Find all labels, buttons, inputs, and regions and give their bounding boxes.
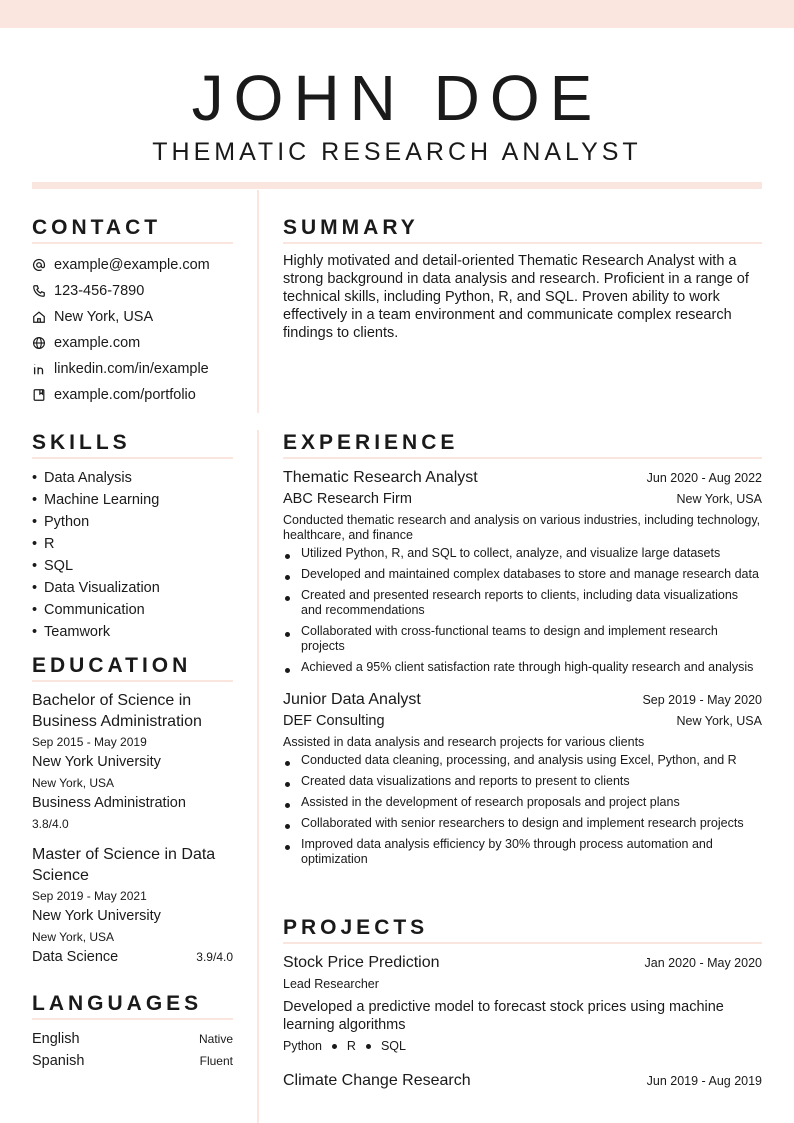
- education-location: New York, USA: [32, 930, 115, 944]
- project-entry: [283, 952, 762, 1056]
- job-bullets: [283, 753, 762, 867]
- list-item: Developed and maintained complex databases to store and manage research data: [283, 567, 762, 582]
- list-item: Utilized Python, R, and SQL to collect, analyze, and visualize large datasets: [283, 546, 762, 561]
- education-degree: Master of Science in Data Science: [32, 846, 216, 884]
- phone-icon: [32, 284, 46, 298]
- job-description: Conducted thematic research and analysis on various industries, including technology, healthcare, and finance: [283, 513, 761, 542]
- education-field: Business Administration: [32, 795, 186, 811]
- contact-website-text: example.com: [54, 335, 141, 351]
- project-dates: Jun 2019 - Aug 2019: [646, 1074, 762, 1088]
- header-divider: [32, 182, 762, 189]
- education-entry: [32, 844, 233, 968]
- contact-linkedin[interactable]: [32, 356, 233, 382]
- skills-section: [32, 431, 233, 643]
- education-school: New York University: [32, 754, 161, 770]
- education-field: Data Science: [32, 949, 119, 965]
- contact-portfolio-text: example.com/portfolio: [54, 387, 196, 403]
- summary-section: [283, 216, 762, 342]
- tag-separator: [332, 1044, 337, 1049]
- column-divider-top: [257, 190, 259, 413]
- job-dates: Sep 2019 - May 2020: [642, 693, 762, 707]
- portfolio-icon: [32, 388, 46, 402]
- contact-email[interactable]: [32, 252, 233, 278]
- project-entry: [283, 1070, 762, 1092]
- education-section: [32, 654, 233, 978]
- linkedin-icon: [32, 362, 46, 376]
- language-item: [32, 1028, 233, 1050]
- summary-heading: SUMMARY: [283, 216, 762, 244]
- job-location: New York, USA: [676, 492, 762, 506]
- skill-item: • Communication: [32, 602, 145, 618]
- experience-entry: [283, 467, 762, 675]
- list-item: Collaborated with cross-functional teams to design and implement research projects: [283, 624, 762, 654]
- list-item: Conducted data cleaning, processing, and analysis using Excel, Python, and R: [283, 753, 762, 768]
- candidate-role: THEMATIC RESEARCH ANALYST: [152, 138, 642, 166]
- contact-portfolio[interactable]: [32, 382, 233, 408]
- candidate-name: JOHN DOE: [191, 62, 603, 134]
- skill-item: • Machine Learning: [32, 492, 160, 508]
- globe-icon: [32, 336, 46, 350]
- projects-heading: PROJECTS: [283, 916, 762, 944]
- project-role: Lead Researcher: [283, 977, 379, 991]
- contact-email-text: example@example.com: [54, 257, 210, 273]
- experience-section: [283, 431, 762, 881]
- project-dates: Jan 2020 - May 2020: [644, 956, 762, 970]
- contact-location-text: New York, USA: [54, 309, 154, 325]
- project-title: Climate Change Research: [283, 1072, 471, 1089]
- home-icon: [32, 310, 46, 324]
- skill-item: • Data Analysis: [32, 470, 132, 486]
- job-title: Junior Data Analyst: [283, 691, 421, 708]
- education-dates: Sep 2019 - May 2021: [32, 889, 147, 903]
- education-school: New York University: [32, 908, 161, 924]
- language-name: Spanish: [32, 1053, 85, 1069]
- education-gpa: 3.8/4.0: [32, 817, 69, 831]
- contact-location: [32, 304, 233, 330]
- top-accent-band: [0, 0, 794, 28]
- project-title: Stock Price Prediction: [283, 954, 440, 971]
- list-item: Created data visualizations and reports to present to clients: [283, 774, 762, 789]
- contact-phone[interactable]: [32, 278, 233, 304]
- contact-linkedin-text: linkedin.com/in/example: [54, 361, 209, 377]
- job-bullets: [283, 546, 762, 675]
- list-item: Achieved a 95% client satisfaction rate through high-quality research and analysis: [283, 660, 762, 675]
- column-divider-bottom: [257, 430, 259, 1123]
- contact-phone-text: 123-456-7890: [54, 283, 145, 299]
- skill-item: • Python: [32, 514, 90, 530]
- experience-entry: [283, 689, 762, 867]
- project-tags: [283, 1036, 762, 1056]
- job-location: New York, USA: [676, 714, 762, 728]
- projects-section: [283, 916, 762, 1106]
- contact-heading: CONTACT: [32, 216, 233, 244]
- skill-item: • SQL: [32, 558, 74, 574]
- job-description: Assisted in data analysis and research projects for various clients: [283, 735, 645, 749]
- language-name: English: [32, 1031, 80, 1047]
- languages-section: [32, 992, 233, 1072]
- languages-heading: LANGUAGES: [32, 992, 233, 1020]
- list-item: Improved data analysis efficiency by 30% through process automation and optimization: [283, 837, 762, 867]
- language-level: Fluent: [199, 1054, 233, 1068]
- at-icon: [32, 258, 46, 272]
- skills-heading: SKILLS: [32, 431, 233, 459]
- education-dates: Sep 2015 - May 2019: [32, 735, 147, 749]
- skill-item: • R: [32, 536, 55, 552]
- education-location: New York, USA: [32, 776, 115, 790]
- experience-heading: EXPERIENCE: [283, 431, 762, 459]
- education-gpa: 3.9/4.0: [196, 950, 233, 964]
- education-heading: EDUCATION: [32, 654, 233, 682]
- project-description: Developed a predictive model to forecast stock prices using machine learning algorithms: [283, 999, 724, 1033]
- tag-separator: [366, 1044, 371, 1049]
- language-level: Native: [198, 1032, 233, 1046]
- list-item: Created and presented research reports to clients, including data visualizations and recommendations: [283, 588, 762, 618]
- summary-text: Highly motivated and detail-oriented Thematic Research Analyst with a strong background in data analysis and research. Proficient in a range of technical skills, including Python, R, and SQL. Proven ability to work effectively in a team environment and communicate complex research findings to clients.: [283, 253, 749, 341]
- list-item: Assisted in the development of research proposals and project plans: [283, 795, 762, 810]
- job-company: ABC Research Firm: [283, 491, 412, 507]
- contact-section: [32, 216, 233, 408]
- skill-item: • Teamwork: [32, 624, 111, 640]
- education-degree: Bachelor of Science in Business Administration: [32, 692, 202, 730]
- project-tag: R: [346, 1039, 356, 1053]
- list-item: Collaborated with senior researchers to design and implement research projects: [283, 816, 762, 831]
- job-title: Thematic Research Analyst: [283, 469, 478, 486]
- project-tag: SQL: [380, 1039, 406, 1053]
- project-tag: Python: [283, 1039, 322, 1053]
- skill-item: • Data Visualization: [32, 580, 160, 596]
- language-item: [32, 1050, 233, 1072]
- education-entry: [32, 690, 233, 834]
- contact-website[interactable]: [32, 330, 233, 356]
- job-dates: Jun 2020 - Aug 2022: [646, 471, 762, 485]
- job-company: DEF Consulting: [283, 713, 385, 729]
